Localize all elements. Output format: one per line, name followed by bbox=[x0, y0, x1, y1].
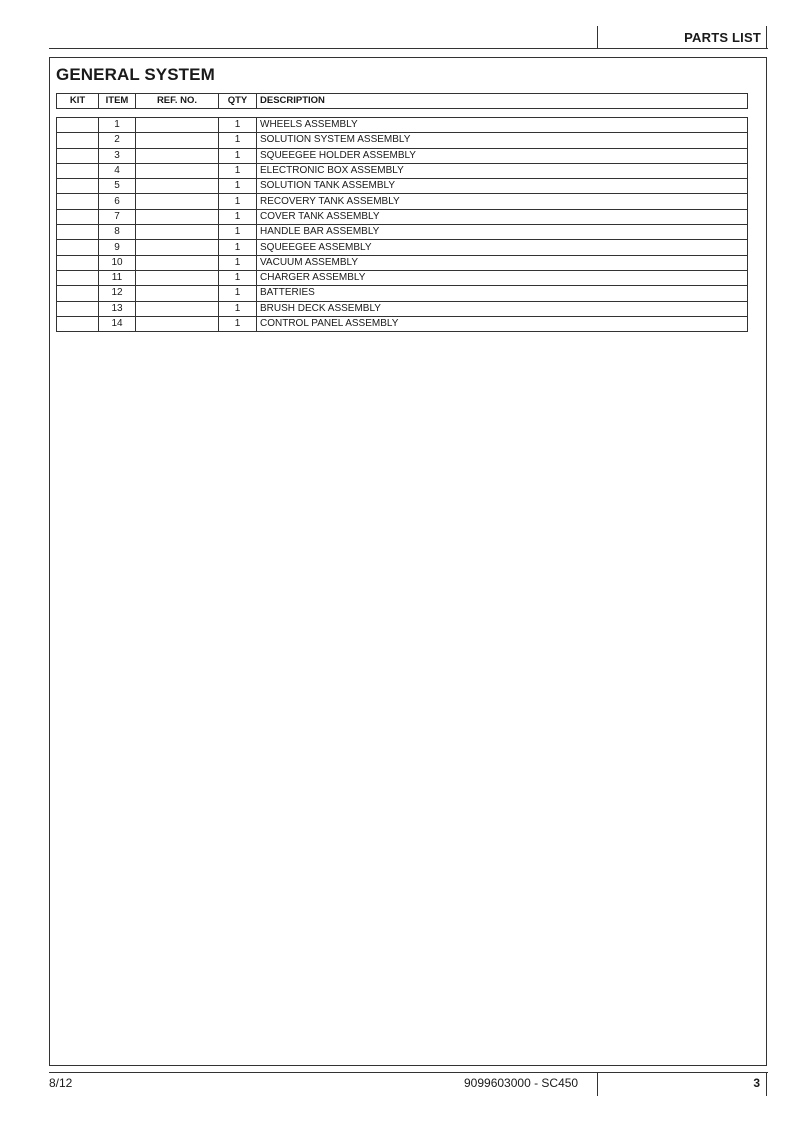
table-row bbox=[57, 301, 748, 316]
cell-ref-no bbox=[136, 194, 219, 209]
cell-ref-no bbox=[136, 225, 219, 240]
column-header-qty: QTY bbox=[219, 94, 257, 109]
cell-qty: 1 bbox=[219, 255, 257, 270]
cell-qty: 1 bbox=[219, 194, 257, 209]
header-rule bbox=[49, 48, 768, 49]
cell-ref-no bbox=[136, 148, 219, 163]
cell-item: 4 bbox=[99, 163, 136, 178]
cell-ref-no bbox=[136, 133, 219, 148]
table-row bbox=[57, 209, 748, 224]
cell-qty: 1 bbox=[219, 225, 257, 240]
cell-ref-no bbox=[136, 301, 219, 316]
cell-item: 2 bbox=[99, 133, 136, 148]
cell-ref-no bbox=[136, 179, 219, 194]
cell-ref-no bbox=[136, 316, 219, 331]
cell-item: 1 bbox=[99, 118, 136, 133]
cell-description: HANDLE BAR ASSEMBLY bbox=[257, 225, 748, 240]
cell-description: SQUEEGEE ASSEMBLY bbox=[257, 240, 748, 255]
cell-item: 7 bbox=[99, 209, 136, 224]
table-row bbox=[57, 118, 748, 133]
cell-description: SOLUTION TANK ASSEMBLY bbox=[257, 179, 748, 194]
table-row bbox=[57, 194, 748, 209]
cell-kit bbox=[57, 194, 99, 209]
cell-kit bbox=[57, 240, 99, 255]
cell-qty: 1 bbox=[219, 118, 257, 133]
cell-qty: 1 bbox=[219, 270, 257, 285]
column-header-kit: KIT bbox=[57, 94, 99, 109]
cell-ref-no bbox=[136, 270, 219, 285]
cell-qty: 1 bbox=[219, 163, 257, 178]
page-number: 3 bbox=[753, 1076, 760, 1090]
cell-qty: 1 bbox=[219, 240, 257, 255]
table-row bbox=[57, 240, 748, 255]
footer-divider-right bbox=[766, 1072, 767, 1096]
cell-ref-no bbox=[136, 240, 219, 255]
table-row bbox=[57, 286, 748, 301]
cell-kit bbox=[57, 118, 99, 133]
column-header-description: DESCRIPTION bbox=[257, 94, 748, 109]
cell-kit bbox=[57, 255, 99, 270]
cell-qty: 1 bbox=[219, 286, 257, 301]
table-row bbox=[57, 163, 748, 178]
cell-description: VACUUM ASSEMBLY bbox=[257, 255, 748, 270]
section-title: GENERAL SYSTEM bbox=[56, 65, 215, 84]
header-divider-right bbox=[766, 26, 767, 48]
footer-doc-number: 9099603000 - SC450 bbox=[464, 1076, 579, 1090]
page-header-title: PARTS LIST bbox=[684, 30, 761, 45]
cell-item: 12 bbox=[99, 286, 136, 301]
cell-item: 9 bbox=[99, 240, 136, 255]
cell-item: 8 bbox=[99, 225, 136, 240]
cell-kit bbox=[57, 133, 99, 148]
footer-rule bbox=[49, 1072, 768, 1073]
cell-description: CHARGER ASSEMBLY bbox=[257, 270, 748, 285]
cell-kit bbox=[57, 163, 99, 178]
cell-description: COVER TANK ASSEMBLY bbox=[257, 209, 748, 224]
parts-table-header bbox=[56, 93, 748, 109]
cell-item: 3 bbox=[99, 148, 136, 163]
column-header-item: ITEM bbox=[99, 94, 136, 109]
cell-kit bbox=[57, 316, 99, 331]
cell-item: 11 bbox=[99, 270, 136, 285]
cell-description: ELECTRONIC BOX ASSEMBLY bbox=[257, 163, 748, 178]
column-header-ref-no: REF. NO. bbox=[136, 94, 219, 109]
cell-ref-no bbox=[136, 209, 219, 224]
table-row bbox=[57, 255, 748, 270]
cell-description: SOLUTION SYSTEM ASSEMBLY bbox=[257, 133, 748, 148]
cell-kit bbox=[57, 209, 99, 224]
cell-description: SQUEEGEE HOLDER ASSEMBLY bbox=[257, 148, 748, 163]
cell-qty: 1 bbox=[219, 179, 257, 194]
cell-ref-no bbox=[136, 286, 219, 301]
footer-divider bbox=[597, 1072, 598, 1096]
header-divider bbox=[597, 26, 598, 48]
cell-qty: 1 bbox=[219, 316, 257, 331]
cell-qty: 1 bbox=[219, 301, 257, 316]
cell-item: 5 bbox=[99, 179, 136, 194]
cell-description: WHEELS ASSEMBLY bbox=[257, 118, 748, 133]
footer-date: 8/12 bbox=[49, 1076, 73, 1090]
cell-qty: 1 bbox=[219, 148, 257, 163]
cell-kit bbox=[57, 225, 99, 240]
cell-ref-no bbox=[136, 118, 219, 133]
table-row bbox=[57, 270, 748, 285]
cell-description: RECOVERY TANK ASSEMBLY bbox=[257, 194, 748, 209]
cell-description: CONTROL PANEL ASSEMBLY bbox=[257, 316, 748, 331]
cell-ref-no bbox=[136, 163, 219, 178]
table-row bbox=[57, 148, 748, 163]
table-row bbox=[57, 316, 748, 331]
cell-kit bbox=[57, 148, 99, 163]
cell-description: BRUSH DECK ASSEMBLY bbox=[257, 301, 748, 316]
cell-kit bbox=[57, 179, 99, 194]
cell-item: 10 bbox=[99, 255, 136, 270]
cell-kit bbox=[57, 270, 99, 285]
parts-table bbox=[56, 117, 748, 332]
table-row bbox=[57, 133, 748, 148]
cell-ref-no bbox=[136, 255, 219, 270]
cell-description: BATTERIES bbox=[257, 286, 748, 301]
table-row bbox=[57, 179, 748, 194]
cell-item: 14 bbox=[99, 316, 136, 331]
cell-qty: 1 bbox=[219, 209, 257, 224]
parts-table-body bbox=[57, 118, 748, 332]
table-row bbox=[57, 225, 748, 240]
cell-item: 13 bbox=[99, 301, 136, 316]
cell-kit bbox=[57, 286, 99, 301]
cell-kit bbox=[57, 301, 99, 316]
cell-item: 6 bbox=[99, 194, 136, 209]
cell-qty: 1 bbox=[219, 133, 257, 148]
